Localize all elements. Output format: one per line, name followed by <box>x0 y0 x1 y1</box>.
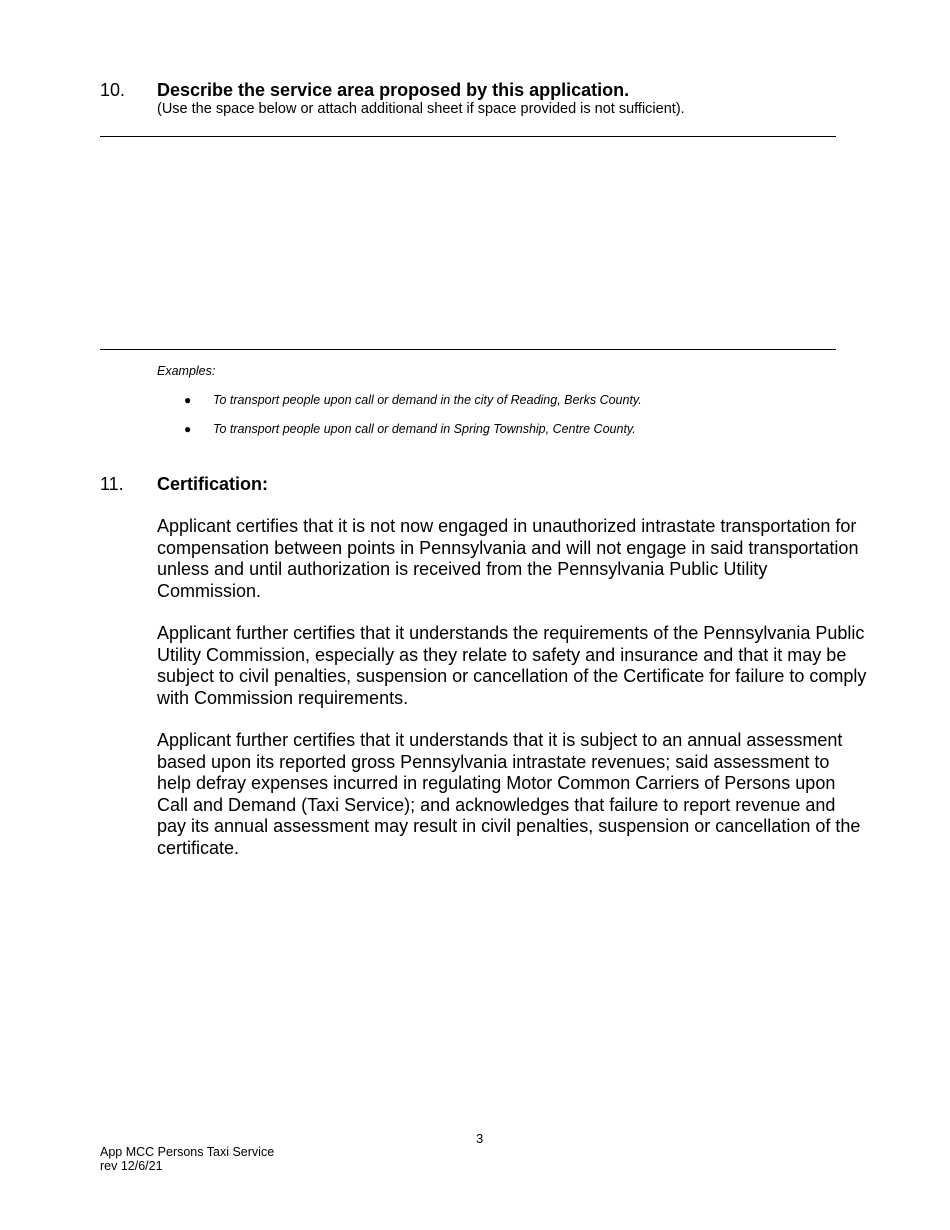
bullet-icon: ● <box>184 393 192 407</box>
footer-revision: rev 12/6/21 <box>100 1159 163 1173</box>
section-11-number: 11. <box>100 474 124 494</box>
service-area-answer-field[interactable] <box>100 140 836 345</box>
page-number: 3 <box>476 1131 484 1146</box>
answer-area-bottom-rule <box>100 349 836 350</box>
answer-area-top-rule <box>100 136 836 137</box>
example-item: To transport people upon call or demand in the city of Reading, Berks County. <box>213 393 642 407</box>
examples-label: Examples: <box>157 364 216 378</box>
section-10-note: (Use the space below or attach additional sheet if space provided is not sufficient). <box>157 101 685 117</box>
footer-form-name: App MCC Persons Taxi Service <box>100 1145 275 1159</box>
certification-paragraph: Applicant further certifies that it understands the requirements of the Pennsylvania Public Utility Commission, especially as they relate to safety and insurance and that it may be subject to civil penalties, suspension or cancellation of the Certificate for failure to comply with Commission requirements. <box>157 623 867 708</box>
certification-paragraph: Applicant further certifies that it understands that it is subject to an annual assessment based upon its reported gross Pennsylvania intrastate revenues; said assessment to help defray expenses incurred in regulating Motor Common Carriers of Persons upon Call and Demand (Taxi Service); and acknowledges that failure to report revenue and pay its annual assessment may result in civil penalties, suspension or cancellation of the certificate. <box>157 730 861 858</box>
section-10-number: 10. <box>100 80 126 100</box>
bullet-icon: ● <box>184 422 192 436</box>
section-11-title: Certification: <box>157 474 269 494</box>
example-item: To transport people upon call or demand in Spring Township, Centre County. <box>213 422 636 436</box>
certification-paragraph: Applicant certifies that it is not now engaged in unauthorized intrastate transportation for compensation between points in Pennsylvania and will not engage in said transportation unless and until authorization is received from the Pennsylvania Public Utility Commission. <box>157 516 859 601</box>
section-10-title: Describe the service area proposed by this application. <box>157 80 630 100</box>
